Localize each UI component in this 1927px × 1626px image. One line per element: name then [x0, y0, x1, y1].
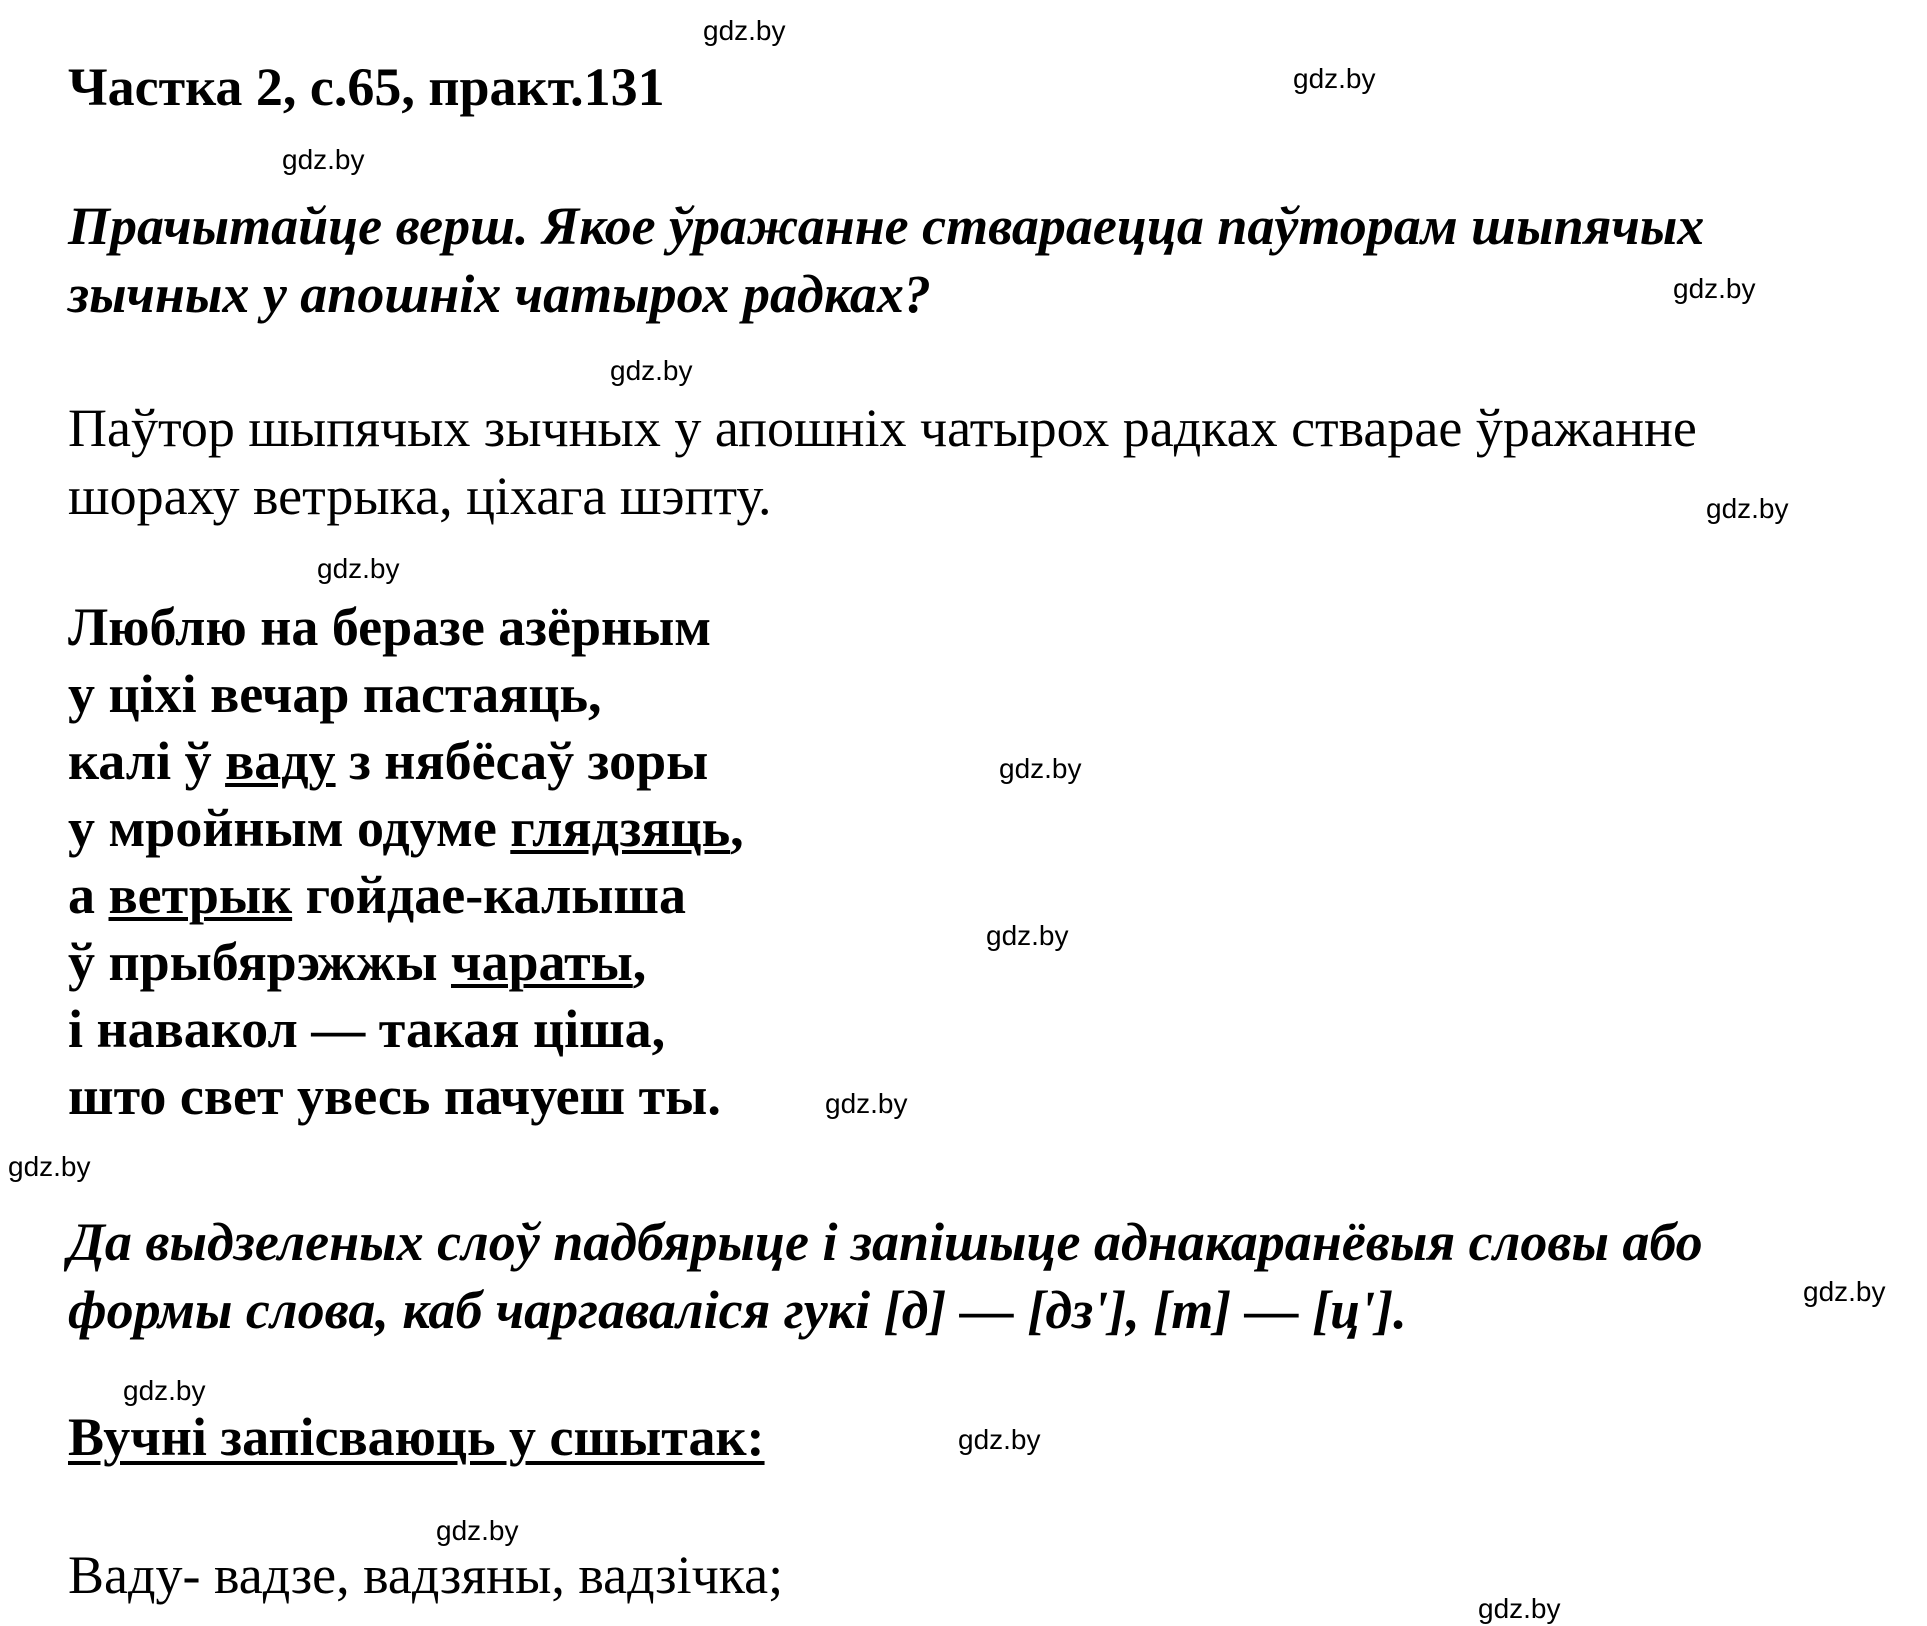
task-question-1-line: зычных у апошніх чатырох радках? — [68, 264, 931, 324]
watermark: gdz.by — [610, 355, 693, 386]
poem-line: у ціхі вечар пастаяць, — [68, 664, 602, 724]
poem-line — [68, 728, 744, 795]
highlighted-word: глядзяць — [510, 798, 731, 858]
section-heading: Вучні запісваюць у сшытак: — [68, 1407, 765, 1467]
poem-text: з нябёсаў зоры — [335, 731, 709, 791]
poem-line — [68, 795, 744, 862]
answer-paragraph-1 — [68, 394, 1697, 530]
poem-text: , — [632, 932, 647, 992]
watermark: gdz.by — [825, 1088, 908, 1119]
poem — [68, 594, 744, 1130]
answer-paragraph-1-line: шораху ветрыка, ціхага шэпту. — [68, 466, 772, 526]
watermark: gdz.by — [1293, 63, 1376, 94]
watermark: gdz.by — [1803, 1276, 1886, 1307]
watermark: gdz.by — [123, 1375, 206, 1406]
watermark: gdz.by — [958, 1424, 1041, 1455]
watermark: gdz.by — [8, 1151, 91, 1182]
poem-text: , — [730, 798, 744, 858]
watermark: gdz.by — [999, 753, 1082, 784]
answer-paragraph-2 — [68, 1546, 783, 1605]
poem-line: што свет увесь пачуеш ты. — [68, 1066, 721, 1126]
watermark: gdz.by — [1706, 493, 1789, 524]
task-question-2-line: Да выдзеленых слоў падбярыце і запішыце аднакаранёвыя словы або — [68, 1212, 1703, 1272]
poem-text: гойдае-калыша — [292, 865, 686, 925]
poem-line — [68, 862, 744, 929]
watermark: gdz.by — [703, 15, 786, 46]
poem-text: ў прыбярэжжы — [68, 932, 451, 992]
answer-paragraph-2-line: Ваду- вадзе, вадзяны, вадзічка; — [68, 1545, 784, 1605]
highlighted-word: чараты — [450, 932, 633, 992]
poem-text: а — [68, 865, 109, 925]
watermark: gdz.by — [436, 1515, 519, 1546]
watermark: gdz.by — [1673, 273, 1756, 304]
highlighted-word: ветрык — [108, 865, 293, 925]
watermark: gdz.by — [282, 144, 365, 175]
task-question-1-line: Прачытайце верш. Якое ўражанне ствараецца паўторам шыпячых — [68, 196, 1705, 256]
poem-line: і навакол — такая ціша, — [68, 999, 666, 1059]
highlighted-word: ваду — [225, 731, 336, 791]
page-title: Частка 2, с.65, практ.131 — [68, 57, 665, 117]
watermark: gdz.by — [1478, 1593, 1561, 1624]
answer-paragraph-1-line: Паўтор шыпячых зычных у апошніх чатырох радках стварае ўражанне — [68, 398, 1697, 458]
watermark: gdz.by — [986, 920, 1069, 951]
poem-text: у мройным одуме — [68, 798, 511, 858]
poem-line: Люблю на беразе азёрным — [68, 597, 712, 657]
task-question-2 — [68, 1208, 1703, 1344]
poem-text: калі ў — [68, 731, 226, 791]
task-question-2-line: формы слова, каб чаргаваліся гукі [д] — [дз'], [т] — [ц']. — [68, 1280, 1407, 1340]
poem-line — [68, 929, 744, 996]
task-question-1 — [68, 192, 1704, 328]
watermark: gdz.by — [317, 553, 400, 584]
